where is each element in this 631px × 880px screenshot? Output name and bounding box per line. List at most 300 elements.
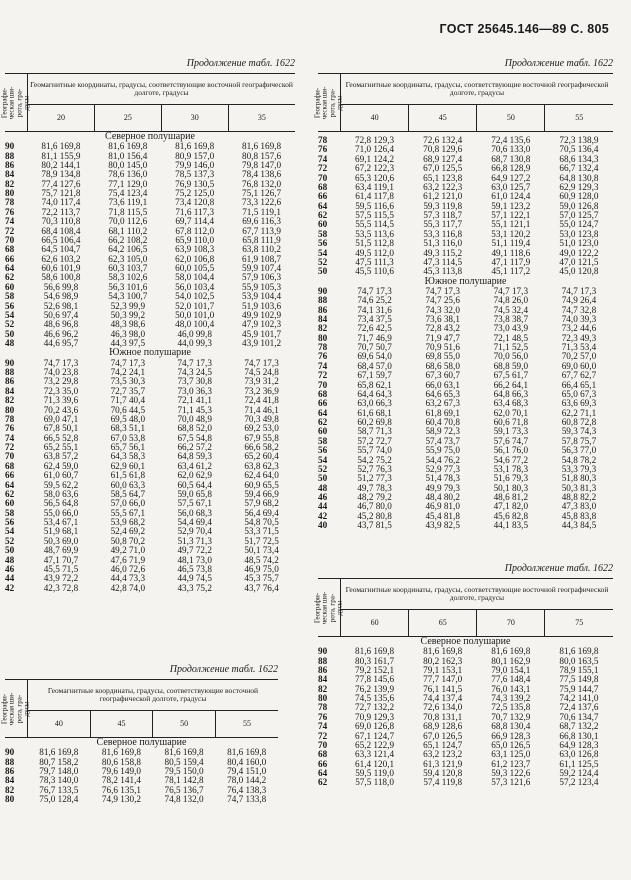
coordinate-cell: 73,6 119,1 (108, 197, 148, 208)
coordinate-cell: 73,2 29,8 (43, 376, 79, 387)
coordinate-cell: 57,9 68,2 (244, 498, 279, 509)
coordinate-cell: 65,1 123,8 (423, 172, 463, 183)
coordinate-cell: 68,8 130,4 (491, 721, 531, 732)
coordinate-cell: 72,6 134,0 (423, 702, 463, 713)
coordinate-cell: 46,5 73,8 (177, 563, 212, 574)
coordinate-cell: 80,4 160,0 (227, 756, 267, 767)
coordinate-cell: 68,8 59,0 (493, 360, 529, 371)
coordinate-cell: 74,7 17,3 (244, 357, 279, 368)
coordinate-cell: 64,8 130,8 (559, 172, 599, 183)
coordinate-cell: 55,3 117,7 (423, 219, 463, 230)
coordinate-cell: 62,0 62,9 (177, 470, 212, 481)
coordinate-cell: 79,9 146,0 (175, 159, 215, 170)
coordinate-cell: 50,3 99,2 (110, 309, 146, 320)
coordinate-cell: 74,5 135,6 (355, 693, 395, 704)
coordinate-cell: 64,9 128,3 (559, 739, 599, 750)
coordinate-cell: 48,6 96,8 (43, 319, 79, 330)
longitude-header: 30 (161, 105, 228, 132)
latitude-cell: 90 (318, 285, 328, 296)
longitude-header: 65 (409, 610, 477, 637)
coordinate-cell: 60,0 63,3 (110, 479, 146, 490)
coordinate-cell: 55,5 114,5 (355, 219, 394, 230)
coordinate-cell: 56,1 76,0 (493, 445, 529, 456)
coordinate-cell: 68,1 110,2 (108, 225, 148, 236)
coordinate-cell: 58,7 71,3 (357, 426, 392, 437)
coordinate-cell: 60,2 69,8 (357, 417, 392, 428)
coordinate-cell: 48,2 79,2 (357, 492, 392, 503)
coordinate-cell: 79,0 154,1 (491, 664, 531, 675)
latitude-cell: 68 (318, 181, 328, 192)
coordinate-cell: 59,4 66,9 (244, 488, 279, 499)
latitude-cell: 72 (318, 370, 328, 381)
coordinate-cell: 45,1 117,2 (491, 266, 531, 277)
latitude-cell: 82 (5, 178, 15, 189)
coordinate-cell: 68,7 130,8 (491, 153, 531, 164)
coordinate-cell: 65,8 111,9 (242, 234, 281, 245)
coordinate-cell: 66,8 130,1 (559, 730, 599, 741)
coordinate-cell: 42,3 72,8 (43, 582, 79, 593)
coordinate-cell: 80,1 162,9 (491, 655, 531, 666)
coordinate-cell: 81,6 169,8 (164, 747, 204, 758)
coordinate-cell: 67,1 124,7 (355, 730, 395, 741)
latitude-cell: 66 (318, 398, 328, 409)
coordinate-cell: 71,0 126,4 (355, 144, 395, 155)
coordinate-cell: 62,2 71,1 (561, 407, 597, 418)
coordinate-cell: 44,9 74,5 (177, 573, 212, 584)
latitude-cell: 68 (318, 749, 328, 760)
latitude-cell: 50 (5, 545, 15, 556)
coordinate-cell: 80,9 157,0 (175, 150, 215, 161)
coordinate-cell: 80,7 158,2 (39, 756, 79, 767)
coordinate-cell: 70,3 49,8 (244, 413, 279, 424)
coordinate-cell: 53,1 78,3 (493, 463, 529, 474)
coordinate-cell: 60,9 128,0 (559, 191, 599, 202)
coordinate-cell: 72,1 48,5 (493, 332, 529, 343)
coordinate-cell: 81,6 169,8 (108, 141, 148, 152)
coordinate-cell: 57,1 122,1 (491, 210, 531, 220)
coordinate-cell: 70,3 110,8 (41, 216, 81, 227)
coordinate-cell: 67,8 112,0 (175, 225, 215, 236)
coordinate-cell: 66,4 65,1 (561, 379, 597, 390)
coordinate-cell: 55,9 75,0 (425, 445, 460, 456)
latitude-cell: 82 (318, 683, 328, 694)
latitude-cell: 72 (5, 225, 15, 236)
coordinate-cell: 72,2 113,7 (41, 206, 81, 217)
latitude-cell: 90 (5, 141, 15, 152)
coordinate-cell: 78,4 138,6 (242, 169, 282, 180)
coordinate-cell: 48,4 80,2 (425, 492, 460, 503)
latitude-cell: 90 (318, 646, 328, 657)
latitude-cell: 70 (5, 234, 15, 245)
longitude-header: 75 (545, 610, 613, 637)
coordinate-cell: 47,3 83,0 (561, 501, 597, 512)
coordinate-cell: 46,6 96,2 (43, 328, 79, 339)
coordinate-cell: 43,9 72,2 (43, 573, 79, 584)
latitude-cell: 74 (5, 216, 15, 227)
latitude-cell: 82 (318, 323, 328, 334)
latitude-cell: 82 (5, 784, 15, 795)
latitude-cell: 72 (5, 442, 15, 452)
coordinate-cell: 62,9 129,3 (559, 181, 599, 192)
coordinate-cell: 43,9 82,5 (425, 520, 460, 531)
coordinate-cell: 46,0 99,8 (177, 328, 212, 339)
latitude-cell: 88 (318, 295, 328, 306)
coordinate-cell: 68,9 127,4 (423, 153, 463, 164)
coordinate-cell: 58,0 104,4 (175, 272, 215, 283)
latitude-cell: 54 (318, 454, 328, 465)
coordinate-cell: 73,4 37,5 (357, 313, 392, 324)
coordinate-cell: 65,0 126,5 (491, 739, 531, 750)
latitude-cell: 80 (5, 404, 15, 415)
coordinate-cell: 63,4 61,2 (177, 460, 212, 471)
coordinate-cell: 63,2 67,3 (425, 398, 460, 409)
latitude-cell: 58 (5, 507, 15, 518)
coordinate-cell: 43,3 75,2 (177, 582, 212, 593)
coordinate-cell: 63,0 125,7 (491, 181, 531, 192)
coordinate-cell: 56,0 103,4 (175, 281, 215, 292)
coordinate-cell: 59,5 116,6 (355, 200, 394, 211)
coordinate-cell: 73,6 38,1 (425, 313, 460, 324)
coordinate-cell: 61,1 125,5 (559, 758, 599, 769)
coordinate-cell: 57,6 74,7 (493, 435, 529, 446)
coordinate-cell: 67,3 60,7 (425, 370, 460, 381)
coordinate-cell: 60,5 64,4 (177, 479, 212, 490)
longitude-header: 55 (215, 711, 278, 738)
hemisphere-label: Северное полушарие (96, 737, 187, 748)
continuation-label-3: Продолжение табл. 1622 (169, 664, 278, 675)
coordinate-cell: 69,7 114,4 (175, 216, 215, 227)
latitude-cell: 84 (318, 313, 328, 324)
latitude-cell: 88 (318, 655, 328, 666)
latitude-cell: 78 (318, 342, 328, 353)
latitude-cell: 62 (318, 210, 328, 220)
latitude-cell: 70 (318, 739, 328, 750)
coordinate-cell: 60,0 105,5 (175, 263, 215, 274)
latitude-cell: 80 (318, 693, 328, 704)
latitude-cell: 80 (318, 332, 328, 343)
coordinate-cell: 60,3 103,7 (108, 263, 148, 274)
latitude-header: Географи- ческая ши- рота, гра- дусы (5, 74, 28, 132)
coordinate-cell: 59,2 124,4 (559, 768, 599, 779)
coordinate-cell: 61,9 108,7 (242, 253, 282, 264)
coordinate-cell: 61,0 60,7 (43, 470, 79, 481)
coordinate-cell: 43,9 101,2 (242, 338, 282, 349)
coordinate-cell: 67,0 125,5 (423, 163, 463, 174)
table-caption: Геомагнитные координаты, градусы, соответствующие восточной географической долготе, градусы (28, 680, 279, 711)
coordinate-cell: 58,5 64,7 (110, 488, 146, 499)
coordinate-cell: 73,2 44,6 (561, 323, 597, 334)
latitude-cell: 62 (318, 417, 328, 428)
coordinate-cell: 81,6 169,8 (101, 747, 141, 758)
coordinate-cell: 67,7 62,7 (561, 370, 597, 381)
coordinate-cell: 63,3 121,4 (355, 749, 395, 760)
coordinate-cell: 47,1 117,9 (491, 256, 531, 267)
latitude-header: Географи- ческая ши- рота, гра- дусы (318, 74, 341, 132)
coordinate-cell: 74,5 32,4 (493, 304, 529, 315)
coordinate-cell: 79,4 151,0 (227, 765, 267, 776)
coordinate-cell: 68,3 51,1 (110, 423, 146, 434)
coordinate-cell: 74,3 32,0 (425, 304, 460, 315)
coordinate-cell: 49,2 71,0 (110, 545, 146, 556)
coordinate-cell: 63,4 119,1 (355, 181, 394, 192)
latitude-cell: 56 (318, 238, 328, 249)
coordinate-cell: 74,7 25,6 (425, 295, 460, 306)
coordinate-cell: 57,9 106,3 (242, 272, 282, 283)
coordinate-cell: 61,4 117,8 (355, 191, 394, 202)
coordinate-cell: 66,2 57,2 (177, 442, 212, 452)
coordinate-cell: 74,2 141,0 (559, 693, 599, 704)
coordinate-cell: 50,1 73,4 (244, 545, 279, 556)
coordinate-cell: 47,0 121,5 (559, 256, 599, 267)
coordinate-cell: 81,6 169,8 (423, 646, 463, 657)
coordinate-cell: 70,2 57,0 (561, 351, 597, 362)
coordinate-cell: 63,2 123,2 (423, 749, 463, 760)
coordinate-cell: 56,3 77,0 (561, 445, 597, 456)
coordinate-cell: 71,8 115,5 (108, 206, 148, 217)
coordinate-cell: 70,9 51,6 (425, 342, 460, 353)
coordinate-cell: 56,3 101,6 (108, 281, 148, 292)
continuation-label-1: Продолжение табл. 1622 (186, 58, 295, 69)
coordinate-cell: 81,6 169,8 (227, 747, 267, 758)
coordinate-cell: 62,3 105,0 (108, 253, 148, 264)
coordinate-cell: 59,9 107,4 (242, 263, 282, 274)
latitude-cell: 58 (318, 228, 328, 239)
coordinate-cell: 55,5 67,1 (110, 507, 146, 518)
coordinate-cell: 78,6 136,0 (108, 169, 148, 180)
coordinate-cell: 71,6 117,3 (175, 206, 215, 217)
coordinate-cell: 75,0 128,4 (39, 794, 79, 805)
coordinate-cell: 58,9 72,3 (425, 426, 460, 437)
coordinate-cell: 67,7 113,9 (242, 225, 281, 236)
coordinate-cell: 52,4 69,2 (110, 526, 146, 537)
coordinate-cell: 57,5 118,0 (355, 777, 394, 788)
table-row (318, 521, 613, 530)
latitude-cell: 70 (318, 379, 328, 390)
coordinate-cell: 59,1 123,2 (491, 200, 531, 211)
latitude-cell: 54 (5, 526, 15, 537)
latitude-cell: 86 (5, 765, 15, 776)
coordinate-cell: 74,7 17,3 (425, 285, 460, 296)
coordinate-cell: 73,3 122,6 (242, 197, 282, 208)
coordinate-cell: 74,8 26,0 (493, 295, 529, 306)
latitude-cell: 44 (318, 501, 328, 512)
coordinate-cell: 50,3 69,0 (43, 535, 79, 546)
coordinate-cell: 56,0 68,3 (177, 507, 212, 518)
coordinate-cell: 64,8 66,3 (493, 388, 529, 399)
latitude-cell: 48 (318, 482, 328, 493)
coordinate-cell: 49,3 115,2 (423, 247, 463, 258)
latitude-cell: 44 (5, 573, 15, 584)
longitude-header: 25 (94, 105, 161, 132)
longitude-header: 70 (477, 610, 545, 637)
coordinate-cell: 62,9 60,1 (110, 460, 146, 471)
coordinate-cell: 68,8 52,0 (177, 423, 212, 434)
latitude-cell: 76 (318, 711, 328, 722)
coordinate-cell: 51,2 77,3 (357, 473, 392, 484)
coordinate-cell: 65,0 67,3 (561, 388, 597, 399)
coordinate-cell: 69,8 55,0 (425, 351, 460, 362)
latitude-cell: 84 (5, 385, 15, 396)
coordinate-cell: 66,9 128,3 (491, 730, 531, 741)
coordinate-cell: 52,9 77,3 (425, 463, 460, 474)
coordinate-cell: 48,3 98,6 (110, 319, 146, 330)
latitude-cell: 76 (318, 351, 328, 362)
coordinate-cell: 45,9 101,7 (242, 328, 282, 339)
coordinate-cell: 62,0 106,8 (175, 253, 215, 264)
coordinate-cell: 77,1 129,0 (108, 178, 148, 189)
coordinate-cell: 70,7 50,7 (357, 342, 392, 353)
coordinate-cell: 59,0 126,8 (559, 200, 599, 211)
coordinate-cell: 66,5 106,4 (41, 234, 81, 245)
coordinate-cell: 68,4 108,4 (41, 225, 81, 236)
coordinate-cell: 61,5 61,8 (110, 470, 146, 481)
coordinate-cell: 76,4 138,3 (227, 784, 267, 795)
coordinate-cell: 66,5 52,8 (43, 432, 79, 443)
coordinate-cell: 44,0 99,3 (177, 338, 212, 349)
coordinate-cell: 67,5 54,8 (177, 432, 212, 443)
coordinate-cell: 75,9 144,7 (559, 683, 599, 694)
coordinate-cell: 78,2 141,4 (101, 775, 141, 786)
coordinate-cell: 71,9 47,7 (425, 332, 460, 343)
coordinate-cell: 57,3 118,7 (423, 210, 463, 220)
coordinate-cell: 48,8 82,2 (561, 492, 597, 503)
coordinate-cell: 61,4 120,1 (355, 758, 395, 769)
coordinate-cell: 72,5 135,8 (491, 702, 531, 713)
latitude-cell: 48 (5, 554, 15, 565)
table-row (318, 778, 613, 787)
coordinate-cell: 80,0 145,0 (108, 159, 148, 170)
latitude-cell: 80 (5, 188, 15, 199)
coordinate-cell: 64,5 104,7 (41, 244, 81, 255)
latitude-cell: 46 (318, 492, 328, 503)
coordinate-cell: 74,7 133,8 (227, 794, 267, 805)
coordinate-cell: 63,1 125,0 (491, 749, 531, 760)
coordinate-cell: 70,5 136,4 (559, 144, 599, 155)
coordinate-cell: 65,1 124,7 (423, 739, 463, 750)
coordinate-cell: 61,2 123,7 (491, 758, 531, 769)
coordinate-cell: 56,5 64,8 (43, 498, 79, 509)
coordinate-cell: 58,6 100,8 (41, 272, 81, 283)
coordinate-cell: 69,0 60,0 (561, 360, 597, 371)
coordinate-cell: 52,9 70,4 (177, 526, 212, 537)
coordinate-cell: 51,6 79,3 (493, 473, 529, 484)
coordinate-cell: 69,0 126,8 (355, 721, 395, 732)
coordinate-cell: 73,7 30,8 (177, 376, 212, 387)
coordinate-cell: 66,2 64,1 (493, 379, 529, 390)
latitude-cell: 70 (318, 172, 328, 183)
latitude-cell: 60 (5, 281, 15, 292)
coordinate-cell: 70,6 133,0 (491, 144, 531, 155)
coordinate-cell: 67,2 122,3 (355, 163, 395, 174)
coordinate-cell: 59,1 73,3 (493, 426, 529, 437)
coordinate-cell: 78,9 155,1 (559, 664, 599, 675)
latitude-cell: 56 (318, 445, 328, 456)
latitude-header: Географи- ческая ши- рота, гра- дусы (318, 579, 341, 637)
coordinate-cell: 81,6 169,8 (559, 646, 599, 657)
coordinate-cell: 77,4 127,6 (41, 178, 81, 189)
coordinate-cell: 75,2 125,0 (175, 188, 215, 199)
coordinate-cell: 76,5 136,7 (164, 784, 204, 795)
coordinate-cell: 50,3 81,3 (561, 482, 597, 493)
latitude-cell: 84 (318, 674, 328, 685)
longitude-header: 45 (409, 105, 477, 132)
coordinate-cell: 70,0 56,0 (493, 351, 529, 362)
coordinate-cell: 69,1 124,2 (355, 153, 395, 164)
coordinate-cell: 70,0 48,9 (177, 413, 212, 424)
coordinate-cell: 57,5 67,1 (177, 498, 212, 509)
coordinate-cell: 51,3 71,3 (177, 535, 212, 546)
coordinate-cell: 67,0 53,8 (110, 432, 146, 443)
coordinate-cell: 76,6 135,1 (101, 784, 141, 795)
latitude-cell: 86 (318, 664, 328, 675)
continuation-label-4: Продолжение табл. 1622 (504, 563, 613, 574)
coordinate-cell: 72,3 138,9 (559, 135, 599, 145)
latitude-cell: 86 (318, 304, 328, 315)
hemisphere-label: Северное полушарие (420, 636, 511, 647)
coordinate-cell: 68,7 132,2 (559, 721, 599, 732)
coordinate-cell: 56,6 99,8 (43, 281, 79, 292)
coordinate-cell: 66,2 108,2 (108, 234, 148, 245)
latitude-cell: 64 (5, 479, 15, 490)
latitude-cell: 74 (5, 432, 15, 443)
table-caption: Геомагнитные координаты, градусы, соответствующие восточной географической долготе, градусы (28, 74, 296, 105)
latitude-cell: 64 (5, 263, 15, 274)
coordinate-cell: 63,8 62,3 (244, 460, 279, 471)
coordinate-cell: 63,2 122,3 (423, 181, 463, 192)
coordinate-cell: 80,6 158,8 (101, 756, 141, 767)
coordinate-cell: 51,3 116,0 (423, 238, 463, 249)
latitude-cell: 72 (318, 163, 328, 174)
latitude-cell: 64 (318, 200, 328, 211)
coordinate-cell: 51,0 123,0 (559, 238, 599, 249)
coordinate-cell: 46,9 75,0 (244, 563, 279, 574)
latitude-cell: 52 (5, 535, 15, 546)
coordinate-cell: 55,1 121,1 (491, 219, 531, 230)
longitude-header: 45 (90, 711, 153, 738)
coordinate-cell: 61,8 69,1 (425, 407, 460, 418)
coordinate-cell: 75,7 121,8 (41, 188, 81, 199)
coordinate-cell: 73,0 43,9 (493, 323, 529, 334)
coordinate-cell: 65,2 60,4 (244, 451, 279, 462)
coordinate-cell: 55,0 66,0 (43, 507, 79, 518)
coordinate-cell: 64,3 58,3 (110, 451, 146, 462)
coordinate-cell: 54,8 78,2 (561, 454, 597, 465)
coordinate-cell: 74,7 32,8 (561, 304, 597, 315)
coordinate-cell: 69,6 116,3 (242, 216, 281, 227)
coordinate-cell: 76,7 133,5 (39, 784, 79, 795)
coordinate-cell: 71,3 39,6 (43, 395, 79, 406)
coordinate-cell: 59,0 65,8 (177, 488, 212, 499)
coordinate-cell: 51,9 103,6 (242, 300, 282, 311)
coordinate-cell: 68,9 128,6 (423, 721, 463, 732)
coordinate-cell: 74,7 17,3 (357, 285, 392, 296)
coordinate-cell: 74,2 24,1 (110, 367, 146, 377)
coordinate-cell: 46,7 80,0 (357, 501, 392, 512)
coordinate-cell: 61,6 68,1 (357, 407, 392, 418)
coordinate-cell: 72,7 132,2 (355, 702, 395, 713)
coordinate-cell: 62,4 64,0 (244, 470, 279, 481)
coordinate-cell: 66,7 132,4 (559, 163, 599, 174)
latitude-cell: 74 (318, 721, 328, 732)
latitude-cell: 78 (318, 135, 328, 145)
coordinate-cell: 79,6 149,0 (101, 765, 141, 776)
coordinate-cell: 72,7 35,7 (110, 385, 146, 396)
coordinate-cell: 67,8 50,1 (43, 423, 79, 434)
latitude-cell: 46 (5, 563, 15, 574)
coordinate-cell: 63,4 68,3 (493, 398, 529, 409)
coordinate-cell: 54,6 77,2 (493, 454, 529, 465)
coordinate-cell: 70,8 131,1 (423, 711, 463, 722)
